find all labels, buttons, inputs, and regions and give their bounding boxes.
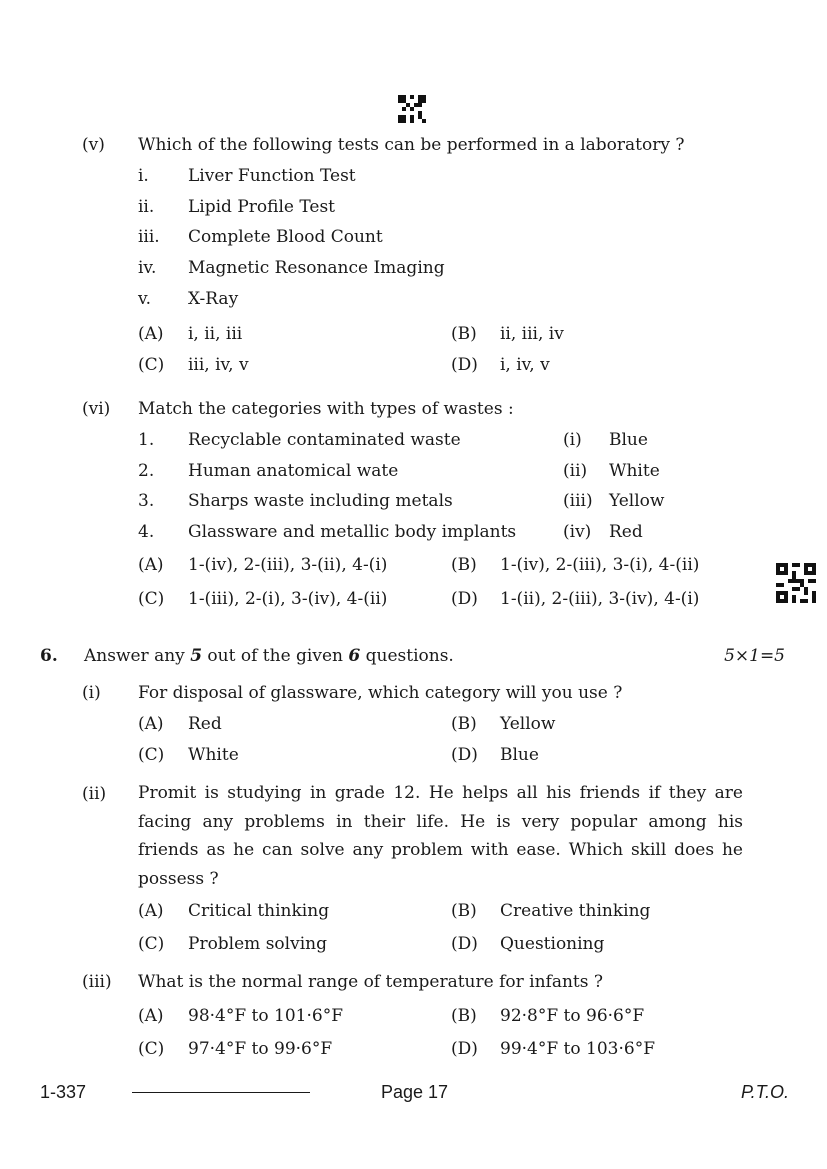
option-letter: (C) — [138, 1039, 165, 1059]
list-item: Magnetic Resonance Imaging — [188, 258, 445, 278]
list-item: Liver Function Test — [188, 166, 356, 186]
option-text: i, ii, iii — [188, 324, 243, 344]
option-letter: (D) — [451, 355, 478, 375]
option-text: Problem solving — [188, 934, 327, 954]
question-number: (v) — [82, 135, 105, 155]
option-text: i, iv, v — [500, 355, 550, 375]
option-letter: (A) — [138, 324, 164, 344]
list-item: Lipid Profile Test — [188, 197, 336, 217]
match-left-marker: 3. — [138, 491, 155, 511]
option-letter: (D) — [451, 934, 478, 954]
option-text: 92·8°F to 96·6°F — [500, 1006, 645, 1026]
option-letter: (B) — [451, 324, 477, 344]
option-text: Critical thinking — [188, 901, 330, 921]
option-text: 97·4°F to 99·6°F — [188, 1039, 333, 1059]
match-right-item: Red — [609, 522, 643, 542]
list-item: X-Ray — [188, 289, 239, 309]
option-text: iii, iv, v — [188, 355, 249, 375]
option-text: ii, iii, iv — [500, 324, 564, 344]
option-text: 99·4°F to 103·6°F — [500, 1039, 655, 1059]
option-text: Red — [188, 714, 222, 734]
match-right-item: Yellow — [609, 491, 665, 511]
option-letter: (D) — [451, 589, 478, 609]
option-letter: (D) — [451, 745, 478, 765]
qr-code-top — [398, 95, 426, 123]
footer-divider — [132, 1092, 310, 1093]
option-letter: (B) — [451, 1006, 477, 1026]
option-letter: (D) — [451, 1039, 478, 1059]
option-text: 98·4°F to 101·6°F — [188, 1006, 343, 1026]
list-marker: i. — [138, 166, 149, 186]
pto-label: P.T.O. — [740, 1082, 789, 1102]
match-right-marker: (iv) — [563, 522, 592, 542]
question-number: (i) — [82, 683, 101, 703]
option-letter: (C) — [138, 589, 165, 609]
option-letter: (A) — [138, 1006, 164, 1026]
option-letter: (C) — [138, 934, 165, 954]
option-text: 1-(ii), 2-(iii), 3-(iv), 4-(i) — [500, 589, 700, 609]
question-stem: For disposal of glassware, which category will you use ? — [138, 683, 623, 703]
list-marker: iii. — [138, 227, 160, 247]
option-text: White — [188, 745, 239, 765]
list-marker: iv. — [138, 258, 157, 278]
option-text: Yellow — [500, 714, 556, 734]
list-marker: ii. — [138, 197, 155, 217]
page-number: Page 17 — [381, 1082, 449, 1102]
question-number: (vi) — [82, 399, 111, 419]
question-number: 6. — [40, 646, 58, 666]
match-left-item: Sharps waste including metals — [188, 491, 453, 511]
list-item: Complete Blood Count — [188, 227, 383, 247]
option-letter: (A) — [138, 555, 164, 575]
marks-allocation: 5×1=5 — [724, 646, 785, 666]
question-number: (iii) — [82, 972, 112, 992]
option-text: Questioning — [500, 934, 605, 954]
question-instruction: Answer any 5 out of the given 6 questions. — [84, 646, 454, 666]
match-right-item: Blue — [609, 430, 648, 450]
option-text: Blue — [500, 745, 539, 765]
option-letter: (A) — [138, 714, 164, 734]
option-text: 1-(iv), 2-(iii), 3-(ii), 4-(i) — [188, 555, 388, 575]
match-left-marker: 2. — [138, 461, 155, 481]
option-text: 1-(iii), 2-(i), 3-(iv), 4-(ii) — [188, 589, 388, 609]
option-text: 1-(iv), 2-(iii), 3-(i), 4-(ii) — [500, 555, 700, 575]
option-letter: (A) — [138, 901, 164, 921]
question-number: (ii) — [82, 784, 107, 804]
list-marker: v. — [138, 289, 151, 309]
question-stem: Which of the following tests can be performed in a laboratory ? — [138, 135, 685, 155]
match-right-marker: (i) — [563, 430, 582, 450]
match-left-marker: 1. — [138, 430, 155, 450]
match-right-marker: (iii) — [563, 491, 593, 511]
qr-code-side — [776, 563, 816, 603]
match-right-item: White — [609, 461, 660, 481]
option-letter: (B) — [451, 555, 477, 575]
option-letter: (B) — [451, 901, 477, 921]
paper-code: 1-337 — [40, 1082, 87, 1102]
question-stem: Promit is studying in grade 12. He helps all his friends if they are facing any problems in their life. He is very popular among his friends as he can solve any problem with ease. Which skill does he possess ? — [138, 783, 743, 889]
question-stem: What is the normal range of temperature for infants ? — [138, 972, 603, 992]
match-right-marker: (ii) — [563, 461, 588, 481]
option-text: Creative thinking — [500, 901, 651, 921]
question-stem: Match the categories with types of wastes : — [138, 399, 514, 419]
option-letter: (C) — [138, 355, 165, 375]
match-left-marker: 4. — [138, 522, 155, 542]
match-left-item: Human anatomical wate — [188, 461, 399, 481]
match-left-item: Recyclable contaminated waste — [188, 430, 461, 450]
option-letter: (B) — [451, 714, 477, 734]
option-letter: (C) — [138, 745, 165, 765]
match-left-item: Glassware and metallic body implants — [188, 522, 517, 542]
